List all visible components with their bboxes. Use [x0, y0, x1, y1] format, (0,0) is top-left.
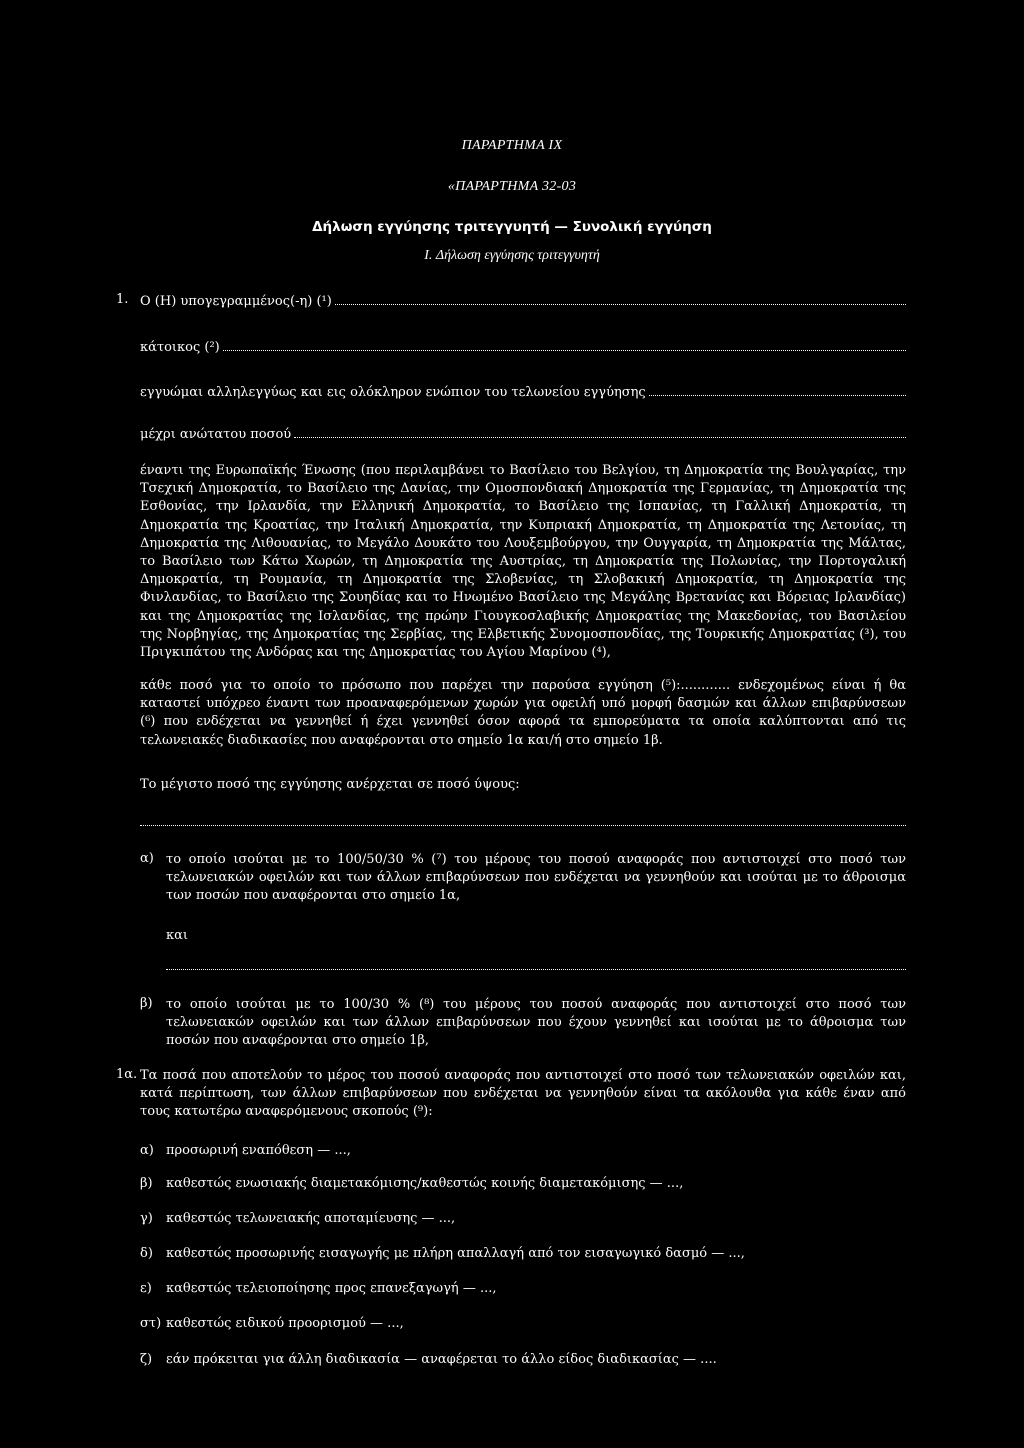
- guarantee-office-label: εγγυώμαι αλληλεγγύως και εις ολόκληρον ενώπιον του τελωνείου εγγύησης: [140, 385, 646, 400]
- purpose-item-label: β): [140, 1176, 153, 1191]
- undersigned-field[interactable]: [140, 292, 906, 310]
- max-guarantee-fill-line[interactable]: [140, 824, 906, 826]
- and-text: και: [166, 928, 189, 943]
- purpose-item-text: καθεστώς τελωνειακής αποταμίευσης — ...,: [166, 1211, 456, 1226]
- purpose-item-text: εάν πρόκειται για άλλη διαδικασία — αναφέρεται το άλλο είδος διαδικασίας — ....: [166, 1352, 717, 1367]
- purpose-item-label: ε): [140, 1281, 152, 1296]
- section-1a-paragraph: Τα ποσά που αποτελούν το μέρος του ποσού αναφοράς που αντιστοιχεί στο ποσό των τελωνειακών οφειλών και, κατά περίπτωση, των άλλων επιβαρύνσεων που ενδέχεται να γεννηθούν είναι τα ακόλουθα για κάθε έναν από τους κατωτέρω αναφερόμενους σκοπούς (⁹):: [140, 1068, 906, 1120]
- item-b-label: β): [140, 996, 153, 1011]
- purpose-item-label: δ): [140, 1246, 153, 1261]
- max-amount-fill-line: [294, 425, 906, 438]
- section-1a-number: 1α.: [116, 1067, 138, 1082]
- document-title: Δήλωση εγγύησης τριτεγγυητή — Συνολική εγγύηση: [312, 219, 712, 235]
- annex-heading: ΠΑΡΑΡΤΗΜΑ IX: [461, 138, 563, 153]
- undersigned-fill-line: [335, 292, 906, 305]
- document-subtitle: I. Δήλωση εγγύησης τριτεγγυητή: [424, 248, 600, 263]
- residence-label: κάτοικος (²): [140, 340, 220, 355]
- annex-inner-heading: «ΠΑΡΑΡΤΗΜΑ 32-03: [447, 179, 577, 194]
- purpose-item-label: γ): [140, 1211, 153, 1226]
- item-b-text: το οποίο ισούται με το 100/30 % (⁸) του μέρους του ποσού αναφοράς που αντιστοιχεί στο ποσό των τελωνειακών οφειλών και των άλλων επιβαρύνσεων που έχουν γεννηθεί και ισούται με το άθροισμα των ποσών που αναφέρονται στο σημείο 1β,: [166, 997, 906, 1049]
- purpose-item-text: καθεστώς προσωρινής εισαγωγής με πλήρη απαλλαγή από τον εισαγωγικό δασμό — ...,: [166, 1246, 745, 1261]
- max-amount-field[interactable]: [140, 425, 906, 443]
- item-a-label: α): [140, 851, 154, 866]
- guarantee-office-field[interactable]: [140, 383, 906, 401]
- each-amount-paragraph: κάθε ποσό για το οποίο το πρόσωπο που παρέχει την παρούσα εγγύηση (⁵):............ ενδεχομένως είναι ή θα καταστεί υπόχρεο έναντι των προαναφερόμενων χωρών για οφειλή υπό μορφή δασμών και άλλων επιβαρύνσεων (⁶) που ενδέχεται να γεννηθεί ή έχει γεννηθεί όσον αφορά τα εμπορεύματα τα οποία καλύπτονται από τις τελωνειακές διαδικασίες που αναφέρονται στο σημείο 1α και/ή στο σημείο 1β.: [140, 678, 906, 748]
- countries-paragraph: έναντι της Ευρωπαϊκής Ένωσης (που περιλαμβάνει το Βασίλειο του Βελγίου, τη Δημοκρατία της Βουλγαρίας, την Τσεχική Δημοκρατία, το Βασίλειο της Δανίας, την Ομοσπονδιακή Δημοκρατία της Γερμανίας, τη Δημοκρατία της Εσθονίας, την Ιρλανδία, την Ελληνική Δημοκρατία, το Βασίλειο της Ισπανίας, τη Γαλλική Δημοκρατία, τη Δημοκρατία της Κροατίας, την Ιταλική Δημοκρατία, την Κυπριακή Δημοκρατία, τη Δημοκρατία της Λετονίας, τη Δημοκρατία της Λιθουανίας, το Μεγάλο Δουκάτο του Λουξεμβούργου, την Ουγγαρία, τη Δημοκρατία της Μάλτας, το Βασίλειο των Κάτω Χωρών, τη Δημοκρατία της Αυστρίας, τη Δημοκρατία της Πολωνίας, την Πορτογαλική Δημοκρατία, τη Ρουμανία, τη Δημοκρατία της Σλοβενίας, τη Σλοβακική Δημοκρατία, τη Δημοκρατία της Φινλανδίας, το Βασίλειο της Σουηδίας και το Ηνωμένο Βασίλειο της Μεγάλης Βρετανίας και Βόρειας Ιρλανδίας) και της Δημοκρατίας της Ισλανδίας, της πρώην Γιουγκοσλαβικής Δημοκρατίας της Μακεδονίας, του Βασιλείου της Νορβηγίας, της Δημοκρατίας της Σερβίας, της Ελβετικής Συνομοσπονδίας, της Τουρκικής Δημοκρατίας (³), του Πριγκιπάτου της Ανδόρας και της Δημοκρατίας του Αγίου Μαρίνου (⁴),: [140, 463, 906, 661]
- guarantee-office-fill-line: [649, 383, 906, 396]
- residence-field[interactable]: [140, 338, 906, 356]
- max-guarantee-text: Το μέγιστο ποσό της εγγύησης ανέρχεται σε ποσό ύψους:: [140, 777, 520, 792]
- purpose-item-label: α): [140, 1143, 154, 1158]
- max-amount-label: μέχρι ανώτατου ποσού: [140, 427, 292, 442]
- purpose-item-text: καθεστώς τελειοποίησης προς επανεξαγωγή — ...,: [166, 1281, 497, 1296]
- purpose-item-label: στ): [140, 1316, 162, 1331]
- and-fill-line[interactable]: [166, 968, 906, 970]
- purpose-item-text: προσωρινή εναπόθεση — ...,: [166, 1143, 351, 1158]
- undersigned-label: Ο (Η) υπογεγραμμένος(-η) (¹): [140, 294, 332, 309]
- purpose-item-text: καθεστώς ενωσιακής διαμετακόμισης/καθεστώς κοινής διαμετακόμισης — ...,: [166, 1176, 684, 1191]
- purpose-item-label: ζ): [140, 1352, 153, 1367]
- purpose-item-text: καθεστώς ειδικού προορισμού — ...,: [166, 1316, 404, 1331]
- residence-fill-line: [223, 338, 906, 351]
- section-1-number: 1.: [116, 292, 129, 307]
- item-a-text: το οποίο ισούται με το 100/50/30 % (⁷) του μέρους του ποσού αναφοράς που αντιστοιχεί στο ποσό των τελωνειακών οφειλών και των άλλων επιβαρύνσεων που ενδέχεται να γεννηθούν και ισούται με το άθροισμα των ποσών που αναφέρονται στο σημείο 1α,: [166, 852, 906, 904]
